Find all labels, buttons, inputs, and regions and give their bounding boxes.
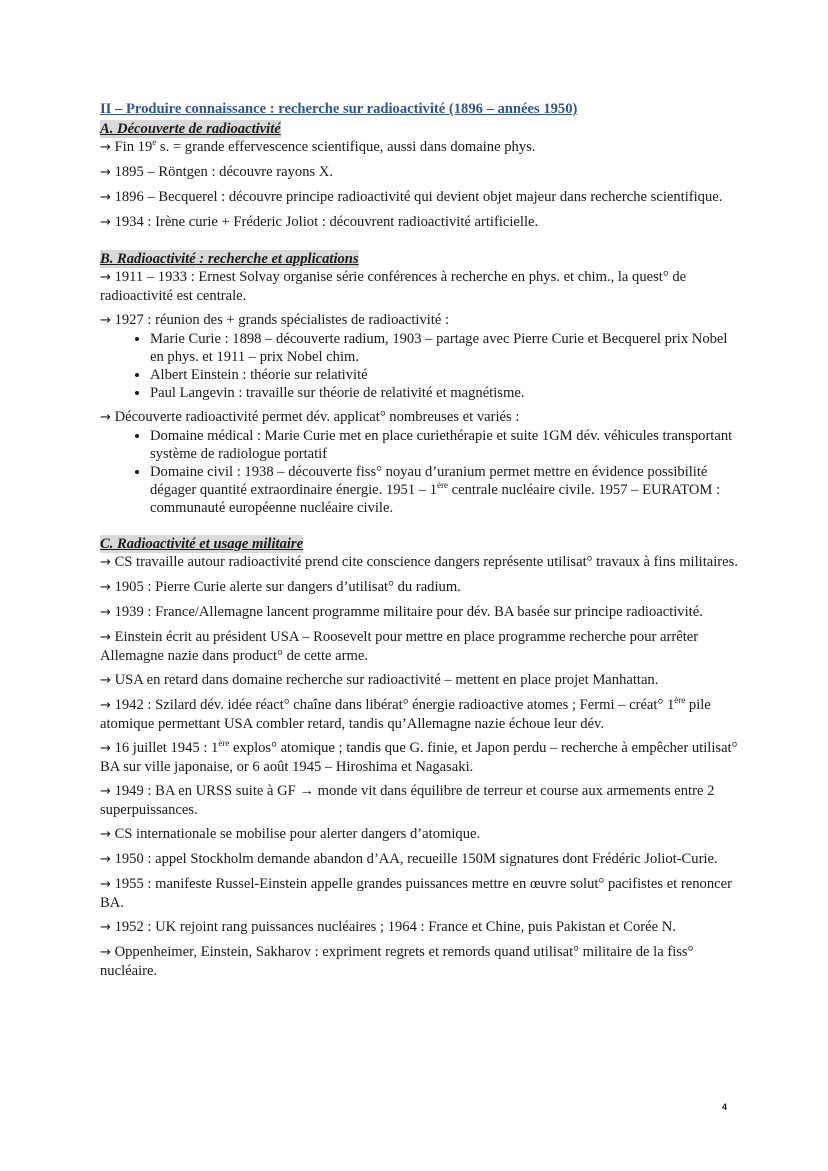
section-b-paragraph	[100, 268, 740, 305]
section-c-paragraph	[100, 603, 740, 622]
arrow-icon: →	[100, 410, 111, 425]
text: USA en retard dans domaine recherche sur radioactivité – mettent en place projet Manhattan.	[114, 672, 659, 688]
superscript: ère	[218, 738, 230, 749]
arrow-icon: →	[100, 555, 111, 570]
arrow-icon: →	[100, 270, 111, 285]
list-item	[150, 463, 740, 517]
superscript: ère	[674, 695, 686, 706]
text: 1927 : réunion des + grands spécialistes de radioactivité :	[114, 312, 450, 328]
section-a-heading: A. Découverte de radioactivité	[100, 121, 281, 137]
section-c-paragraph	[100, 671, 740, 690]
list-item: • Marie Curie : 1898 – découverte radium, 1903 – partage avec Pierre Curie et Becquerel prix Nobel en phys. et 1911 – prix Nobel chim.	[150, 330, 740, 366]
superscript: e	[152, 137, 157, 148]
text: Oppenheimer, Einstein, Sakharov : expriment regrets et remords quand utilisat° militaire de la fiss° nucléaire.	[100, 944, 694, 979]
text: 16 juillet 1945 : 1	[114, 740, 219, 756]
section-c-heading: C. Radioactivité et usage militaire	[100, 536, 304, 552]
arrow-icon: →	[100, 215, 111, 230]
part-title: II – Produire connaissance : recherche sur radioactivité (1896 – années 1950)	[100, 101, 578, 117]
section-b-paragraph	[100, 408, 740, 427]
arrow-icon: →	[100, 920, 111, 935]
section-a-paragraph	[100, 213, 740, 232]
superscript: ère	[437, 480, 449, 491]
arrow-icon: →	[100, 698, 111, 713]
arrow-icon: →	[100, 827, 111, 842]
section-c-paragraph	[100, 782, 740, 819]
arrow-icon: →	[100, 630, 111, 645]
text: 1895 – Röntgen : découvre rayons X.	[114, 164, 334, 180]
text: 1952 : UK rejoint rang puissances nucléaires ; 1964 : France et Chine, puis Pakistan et Corée N.	[114, 919, 676, 935]
arrow-icon: →	[100, 140, 111, 155]
section-c-paragraph	[100, 628, 740, 665]
page-number: 4	[722, 1102, 728, 1112]
text: 1896 – Becquerel : découvre principe radioactivité qui devient objet majeur dans recherche scientifique.	[114, 189, 723, 205]
section-b	[100, 250, 740, 268]
section-c	[100, 535, 740, 553]
arrow-icon: →	[100, 945, 111, 960]
arrow-icon: →	[100, 852, 111, 867]
text: 1934 : Irène curie + Fréderic Joliot : découvrent radioactivité artificielle.	[114, 214, 539, 230]
list-item: • Albert Einstein : théorie sur relativité	[150, 366, 740, 384]
scientists-list	[100, 330, 740, 402]
section-c-paragraph	[100, 875, 740, 912]
text: 1955 : manifeste Russel-Einstein appelle grandes puissances mettre en œuvre solut° pacifistes et renoncer BA.	[100, 876, 732, 911]
section-c-paragraph	[100, 553, 740, 572]
arrow-icon: →	[100, 877, 111, 892]
section-c-paragraph	[100, 578, 740, 597]
section-c-paragraph	[100, 696, 740, 733]
section-c-paragraph	[100, 739, 740, 776]
arrow-icon: →	[100, 165, 111, 180]
applications-list	[100, 427, 740, 517]
section-b-paragraph	[100, 311, 740, 330]
list-item: • Paul Langevin : travaille sur théorie de relativité et magnétisme.	[150, 384, 740, 402]
section-a-paragraph	[100, 138, 740, 157]
text: explos° atomique ; tandis que G. finie, et Japon perdu – recherche à empêcher utilisat° BA sur ville japonaise, or 6 août 1945 – Hiroshima et Nagasaki.	[100, 740, 738, 775]
text: s. = grande effervescence scientifique, aussi dans domaine phys.	[156, 139, 536, 155]
arrow-icon: →	[100, 784, 111, 799]
text: 1950 : appel Stockholm demande abandon d’AA, recueille 150M signatures dont Frédéric Joliot-Curie.	[114, 851, 718, 867]
arrow-icon: →	[100, 673, 111, 688]
arrow-icon: →	[100, 190, 111, 205]
section-c-paragraph	[100, 850, 740, 869]
text: 1949 : BA en URSS suite à GF → monde vit dans équilibre de terreur et course aux armements entre 2 superpuissances.	[100, 783, 715, 818]
text: centrale nucléaire civile. 1957 – EURATOM : communauté européenne nucléaire civile.	[150, 482, 721, 516]
list-item: • Domaine médical : Marie Curie met en place curiethérapie et suite 1GM dév. véhicules transportant système de radiologue portatif	[150, 427, 740, 463]
text: 1911 – 1933 : Ernest Solvay organise série conférences à recherche en phys. et chim., la quest° de radioactivité est centrale.	[100, 269, 687, 304]
text: CS internationale se mobilise pour alerter dangers d’atomique.	[114, 826, 481, 842]
text: pile atomique permettant USA combler retard, tandis qu’Allemagne nazie échoue leur dév.	[100, 697, 711, 732]
arrow-icon: →	[100, 605, 111, 620]
arrow-icon: →	[100, 313, 111, 328]
section-c-paragraph	[100, 943, 740, 980]
arrow-icon: →	[100, 580, 111, 595]
text: Fin 19	[114, 139, 153, 155]
text: Domaine civil : 1938 – découverte fiss° noyau d’uranium permet mettre en évidence possibilité dégager quantité extraordinaire énergie. 1951 – 1	[150, 464, 708, 498]
section-a-paragraph	[100, 188, 740, 207]
document-content	[100, 100, 740, 986]
section-c-paragraph	[100, 918, 740, 937]
section-c-paragraph	[100, 825, 740, 844]
section-b-heading: B. Radioactivité : recherche et applications	[100, 251, 359, 267]
text: Einstein écrit au président USA – Roosevelt pour mettre en place programme recherche pour arrêter Allemagne nazie dans product° de cette arme.	[100, 629, 699, 664]
text: 1942 : Szilard dév. idée réact° chaîne dans libérat° énergie radioactive atomes ; Fermi – créat° 1	[114, 697, 675, 713]
text: CS travaille autour radioactivité prend cite conscience dangers représente utilisat° travaux à fins militaires.	[114, 554, 738, 570]
text: 1939 : France/Allemagne lancent programme militaire pour dév. BA basée sur principe radioactivité.	[114, 604, 703, 620]
arrow-icon: →	[100, 741, 111, 756]
section-a-paragraph	[100, 163, 740, 182]
text: Découverte radioactivité permet dév. applicat° nombreuses et variés :	[114, 409, 520, 425]
text: 1905 : Pierre Curie alerte sur dangers d’utilisat° du radium.	[114, 579, 461, 595]
